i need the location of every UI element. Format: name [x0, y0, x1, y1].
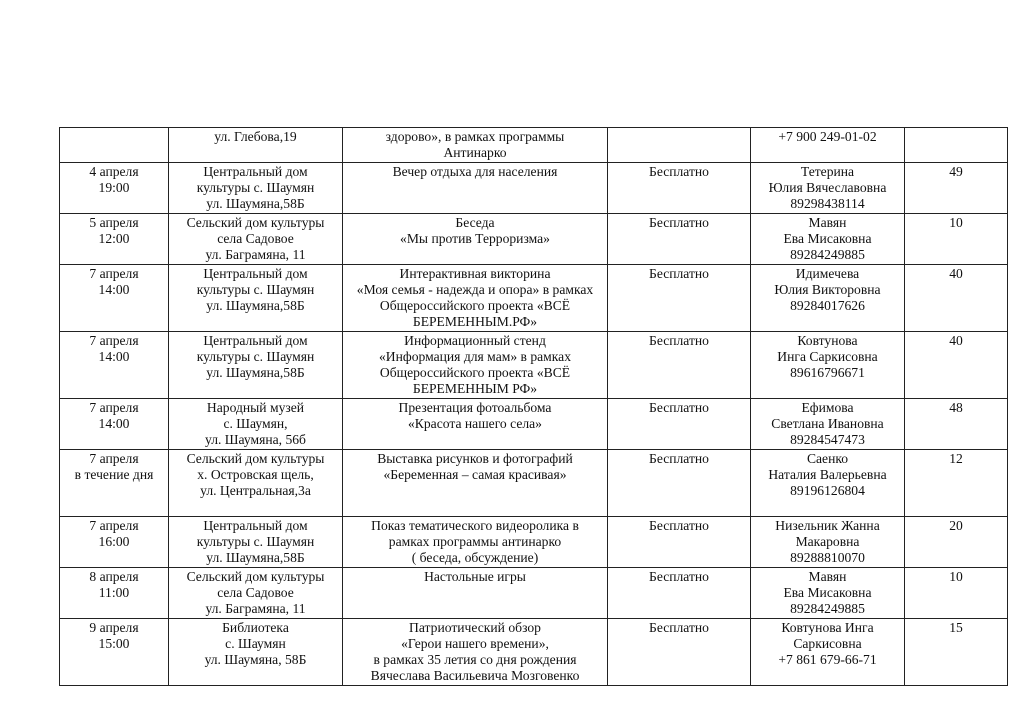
attendance-cell-text: 48: [949, 400, 963, 415]
event-cell-line: в рамках 35 летия со дня рождения: [373, 652, 577, 667]
contact-cell-line: Мавян: [808, 569, 847, 584]
venue-cell-line: села Садовое: [217, 585, 294, 600]
date-cell-line: 14:00: [98, 282, 130, 297]
date-cell-line: 7 апреля: [89, 333, 139, 348]
event-cell-line: «Красота нашего села»: [408, 416, 542, 431]
date-cell: [60, 399, 169, 450]
attendance-cell-text: 40: [949, 333, 963, 348]
contact-cell-line: Ефимова: [801, 400, 854, 415]
contact-cell-line: Наталия Валерьевна: [768, 467, 887, 482]
attendance-cell: [905, 399, 1008, 450]
venue-cell-line: ул. Баграмяна, 11: [205, 247, 306, 262]
venue-cell-line: культуры с. Шаумян: [196, 349, 315, 364]
date-cell: [60, 265, 169, 332]
event-cell: [343, 332, 608, 399]
events-schedule-table: [59, 127, 1008, 686]
event-cell-line: Антинарко: [443, 145, 507, 160]
date-cell: [60, 450, 169, 517]
contact-cell: [751, 619, 905, 686]
venue-cell-line: Народный музей: [206, 400, 305, 415]
event-cell-line: Показ тематического видеоролика в: [371, 518, 579, 533]
venue-cell-line: ул. Шаумяна, 56б: [205, 432, 306, 447]
attendance-cell: [905, 332, 1008, 399]
date-cell-line: 14:00: [98, 416, 130, 431]
contact-cell: [751, 128, 905, 163]
event-cell-line: «Герои нашего времени»,: [401, 636, 549, 651]
attendance-cell: [905, 128, 1008, 163]
date-cell: [60, 163, 169, 214]
venue-cell-line: ул. Центральная,3а: [200, 483, 311, 498]
attendance-cell-text: 10: [949, 569, 963, 584]
event-cell-line: Общероссийского проекта «ВСЁ: [379, 298, 571, 313]
table-row: [60, 568, 1008, 619]
contact-cell-line: Ева Мисаковна: [783, 585, 872, 600]
event-cell-line: Информационный стенд: [404, 333, 546, 348]
contact-cell: [751, 265, 905, 332]
price-cell-text: Бесплатно: [649, 620, 709, 635]
event-cell: [343, 619, 608, 686]
venue-cell: [169, 619, 343, 686]
venue-cell-line: ул. Шаумяна,58Б: [206, 196, 305, 211]
event-cell: [343, 265, 608, 332]
event-cell: [343, 214, 608, 265]
attendance-cell-text: 40: [949, 266, 963, 281]
contact-cell: [751, 332, 905, 399]
contact-cell-line: +7 900 249-01-02: [778, 129, 877, 144]
attendance-cell-text: 15: [949, 620, 963, 635]
venue-cell-line: ул. Глебова,19: [214, 129, 297, 144]
venue-cell: [169, 163, 343, 214]
contact-cell-line: Саенко: [806, 451, 849, 466]
price-cell-text: Бесплатно: [649, 451, 709, 466]
venue-cell-line: ул. Баграмяна, 11: [205, 601, 306, 616]
venue-cell-line: Сельский дом культуры: [186, 451, 325, 466]
venue-cell: [169, 568, 343, 619]
attendance-cell: [905, 568, 1008, 619]
attendance-cell: [905, 214, 1008, 265]
price-cell: [608, 517, 751, 568]
contact-cell-line: Мавян: [808, 215, 847, 230]
date-cell-line: 7 апреля: [89, 518, 139, 533]
contact-cell: [751, 450, 905, 517]
event-cell-line: рамках программы антинарко: [388, 534, 562, 549]
attendance-cell-text: 12: [949, 451, 963, 466]
table-row: [60, 517, 1008, 568]
venue-cell-line: Центральный дом: [203, 518, 308, 533]
contact-cell: [751, 568, 905, 619]
contact-cell-line: Макаровна: [795, 534, 860, 549]
price-cell: [608, 450, 751, 517]
event-cell-line: БЕРЕМЕННЫМ.РФ»: [412, 314, 538, 329]
event-cell-line: «Беременная – самая красивая»: [383, 467, 567, 482]
contact-cell-line: Ковтунова Инга: [781, 620, 874, 635]
contact-cell-line: 89284017626: [790, 298, 865, 313]
table-row: [60, 399, 1008, 450]
date-cell: [60, 517, 169, 568]
event-cell-line: ( беседа, обсуждение): [411, 550, 539, 565]
contact-cell-line: +7 861 679-66-71: [778, 652, 877, 667]
date-cell-line: в течение дня: [74, 467, 154, 482]
venue-cell-line: с. Шаумян: [225, 636, 286, 651]
table-row: [60, 128, 1008, 163]
price-cell-text: Бесплатно: [649, 569, 709, 584]
contact-cell-line: Светлана Ивановна: [771, 416, 884, 431]
contact-cell-line: Тетерина: [800, 164, 855, 179]
price-cell: [608, 128, 751, 163]
contact-cell-line: Инга Саркисовна: [777, 349, 878, 364]
event-cell-line: Вячеслава Васильевича Мозговенко: [370, 668, 580, 683]
table-row: [60, 332, 1008, 399]
event-cell: [343, 399, 608, 450]
event-cell-line: Выставка рисунков и фотографий: [377, 451, 573, 466]
venue-cell-line: Сельский дом культуры: [186, 215, 325, 230]
event-cell-line: Вечер отдыха для населения: [392, 164, 558, 179]
table-row: [60, 450, 1008, 517]
price-cell: [608, 619, 751, 686]
contact-cell-line: 89196126804: [790, 483, 865, 498]
venue-cell-line: с. Шаумян,: [223, 416, 288, 431]
date-cell: [60, 332, 169, 399]
event-cell: [343, 128, 608, 163]
event-cell-line: «Моя семья - надежда и опора» в рамках: [356, 282, 594, 297]
event-cell-line: «Информация для мам» в рамках: [379, 349, 571, 364]
event-cell-line: Презентация фотоальбома: [398, 400, 552, 415]
event-cell-line: Интерактивная викторина: [399, 266, 551, 281]
date-cell-line: 11:00: [98, 585, 130, 600]
price-cell: [608, 568, 751, 619]
venue-cell-line: Центральный дом: [203, 266, 308, 281]
attendance-cell-text: 49: [949, 164, 963, 179]
venue-cell-line: ул. Шаумяна,58Б: [206, 550, 305, 565]
price-cell-text: Бесплатно: [649, 333, 709, 348]
price-cell: [608, 332, 751, 399]
venue-cell-line: ул. Шаумяна, 58Б: [204, 652, 307, 667]
date-cell: [60, 568, 169, 619]
date-cell-line: 14:00: [98, 349, 130, 364]
date-cell-line: 7 апреля: [89, 451, 139, 466]
date-cell-line: 8 апреля: [89, 569, 139, 584]
event-cell-line: здорово», в рамках программы: [385, 129, 565, 144]
event-cell: [343, 568, 608, 619]
date-cell: [60, 128, 169, 163]
contact-cell-line: Низельник Жанна: [775, 518, 880, 533]
contact-cell: [751, 214, 905, 265]
attendance-cell-text: 10: [949, 215, 963, 230]
venue-cell-line: Центральный дом: [203, 164, 308, 179]
venue-cell: [169, 128, 343, 163]
venue-cell: [169, 332, 343, 399]
venue-cell: [169, 265, 343, 332]
attendance-cell: [905, 450, 1008, 517]
venue-cell-line: Сельский дом культуры: [186, 569, 325, 584]
venue-cell-line: ул. Шаумяна,58Б: [206, 365, 305, 380]
venue-cell-line: культуры с. Шаумян: [196, 180, 315, 195]
contact-cell-line: Идимечева: [795, 266, 860, 281]
schedule-body: [60, 128, 1008, 686]
contact-cell-line: Саркисовна: [793, 636, 862, 651]
table-row: [60, 163, 1008, 214]
contact-cell-line: 89616796671: [790, 365, 865, 380]
table-row: [60, 619, 1008, 686]
date-cell-line: 7 апреля: [89, 266, 139, 281]
contact-cell-line: 89298438114: [790, 196, 865, 211]
contact-cell-line: 89284249885: [790, 247, 865, 262]
attendance-cell: [905, 265, 1008, 332]
contact-cell-line: Юлия Викторовна: [774, 282, 881, 297]
event-cell: [343, 517, 608, 568]
date-cell-line: [63, 129, 165, 145]
contact-cell: [751, 163, 905, 214]
date-cell-line: 12:00: [98, 231, 130, 246]
venue-cell-line: культуры с. Шаумян: [196, 282, 315, 297]
event-cell-line: Беседа: [455, 215, 495, 230]
price-cell: [608, 265, 751, 332]
table-row: [60, 265, 1008, 332]
event-cell-line: Патриотический обзор: [409, 620, 541, 635]
date-cell: [60, 214, 169, 265]
price-cell-text: Бесплатно: [649, 400, 709, 415]
event-cell: [343, 450, 608, 517]
venue-cell-line: Библиотека: [222, 620, 289, 635]
contact-cell-line: 89284249885: [790, 601, 865, 616]
date-cell-line: 19:00: [98, 180, 130, 195]
venue-cell-line: культуры с. Шаумян: [196, 534, 315, 549]
date-cell-line: 5 апреля: [89, 215, 139, 230]
contact-cell-line: Ева Мисаковна: [783, 231, 872, 246]
venue-cell: [169, 450, 343, 517]
date-cell: [60, 619, 169, 686]
venue-cell-line: села Садовое: [217, 231, 294, 246]
event-cell-line: Настольные игры: [424, 569, 526, 584]
contact-cell-line: Ковтунова: [797, 333, 858, 348]
venue-cell: [169, 214, 343, 265]
contact-cell-line: 89288810070: [790, 550, 865, 565]
table-row: [60, 214, 1008, 265]
event-cell: [343, 163, 608, 214]
attendance-cell: [905, 163, 1008, 214]
contact-cell-line: Юлия Вячеславовна: [768, 180, 887, 195]
venue-cell: [169, 517, 343, 568]
price-cell: [608, 399, 751, 450]
date-cell-line: 4 апреля: [89, 164, 139, 179]
price-cell-text: Бесплатно: [649, 518, 709, 533]
contact-cell: [751, 399, 905, 450]
price-cell: [608, 214, 751, 265]
venue-cell-line: ул. Шаумяна,58Б: [206, 298, 305, 313]
price-cell-text: Бесплатно: [649, 164, 709, 179]
attendance-cell: [905, 619, 1008, 686]
date-cell-line: 7 апреля: [89, 400, 139, 415]
attendance-cell-text: 20: [949, 518, 963, 533]
attendance-cell: [905, 517, 1008, 568]
date-cell-line: [63, 145, 165, 161]
contact-cell-line: 89284547473: [790, 432, 865, 447]
event-cell-line: Общероссийского проекта «ВСЁ: [379, 365, 571, 380]
event-cell-line: БЕРЕМЕННЫМ РФ»: [412, 381, 538, 396]
venue-cell-line: х. Островская щель,: [197, 467, 314, 482]
date-cell-line: 9 апреля: [89, 620, 139, 635]
venue-cell-line: Центральный дом: [203, 333, 308, 348]
contact-cell: [751, 517, 905, 568]
price-cell-text: Бесплатно: [649, 266, 709, 281]
price-cell: [608, 163, 751, 214]
price-cell-text: Бесплатно: [649, 215, 709, 230]
event-cell-line: «Мы против Терроризма»: [400, 231, 550, 246]
date-cell-line: 16:00: [98, 534, 130, 549]
venue-cell: [169, 399, 343, 450]
date-cell-line: 15:00: [98, 636, 130, 651]
